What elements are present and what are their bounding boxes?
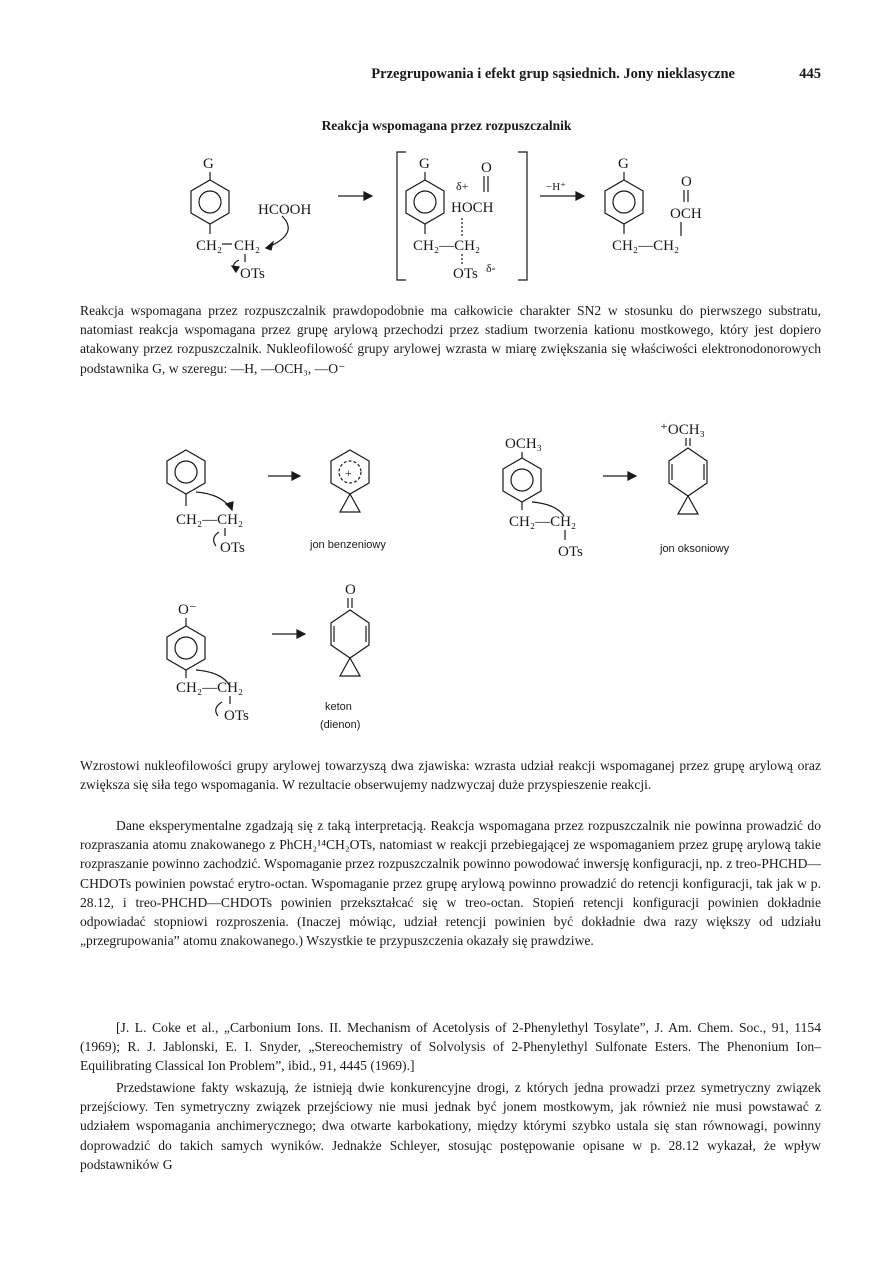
s2a-benzene-ring xyxy=(167,450,205,494)
s1-ts-hoch: HOCH xyxy=(451,200,494,216)
s2c-dienone-ring xyxy=(331,610,369,658)
s1-ts-ots: OTs xyxy=(453,266,478,282)
s1-minus-h: −H⁺ xyxy=(546,181,566,193)
s2c-o: O xyxy=(345,582,356,598)
scheme-solvent-assisted xyxy=(0,150,893,450)
s2a-ots: OTs xyxy=(220,540,245,556)
paragraph-5: Przedstawione fakty wskazują, że istnieją dwie konkurencyjne drogi, z których jedna prowadzi przez symetryczny związek przejściowy. Ten symetryczny związek przejściowy nie musi jednak być jonem mostkowym, jak również nie musi powstawać z udziałem wspomagania anchimerycznego; dwa otwarte karbokationy, między którymi szybko ustala się stan równowagi, powinny doprowadzić do takich samych wyników. Jednakże Schleyer, stosując postępowanie opisane w p. 28.12 wykazał, że wpływ podstawników G xyxy=(80,1080,821,1172)
s1-reagent-hcooh: HCOOH xyxy=(258,202,312,218)
s1-sub-ots: OTs xyxy=(240,266,265,282)
s1-prod-benzene-ring xyxy=(605,180,643,224)
s2c-o-minus: O⁻ xyxy=(178,602,197,618)
section-title: Reakcja wspomagana przez rozpuszczalnik xyxy=(321,118,572,133)
running-header xyxy=(0,66,821,88)
s2a-chain: CH₂—CH₂ xyxy=(176,512,244,528)
s1-sub-ch2-right: CH₂ xyxy=(234,238,261,254)
s1-ts-chain: CH₂—CH₂ xyxy=(413,238,481,254)
s2c-benzene-ring xyxy=(167,626,205,670)
s1-sub-ch2-left: CH₂ xyxy=(196,238,223,254)
s2b-label: jon oksoniowy xyxy=(660,543,730,555)
paragraph-1: Reakcja wspomagana przez rozpuszczalnik prawdopodobnie ma całkowicie charakter SN2 w stosunku do pierwszego substratu, natomiast reakcja wspomagana przez grupę arylową przechodzi przez stadium tworzenia kationu mostkowego, który jest dopiero atakowany przez rozpuszczalnik. Nukleofilowość grupy arylowej wzrasta w miarę zwiększania się właściwości elektronodonorowych podstawnika G, w szeregu: —H, —OCH₃, —O⁻ xyxy=(80,303,821,376)
s2c-label-dienon: (dienon) xyxy=(320,719,361,731)
s2b-ots: OTs xyxy=(558,544,583,560)
s2b-chain: CH₂—CH₂ xyxy=(509,514,577,530)
s1-bracket-right xyxy=(518,152,527,280)
s1-sub-benzene-ring xyxy=(191,180,229,224)
s2b-benzene-ring xyxy=(503,458,541,502)
s1-prod-o: O xyxy=(681,174,692,190)
paragraph-2: Wzrostowi nukleofilowości grupy arylowej towarzyszą dwa zjawiska: wzrasta udział reakcji wspomaganej przez grupę arylową oraz zwiększa się siła tego wspomagania. W rezultacie obserwujemy nadzwyczaj duże przyspieszenie reakcji. xyxy=(80,758,821,793)
s2b-oxonium-ring xyxy=(669,448,707,496)
s2b-och3: OCH₃ xyxy=(505,436,542,452)
s1-ts-delta-minus: δ- xyxy=(486,261,496,275)
paragraph-references: [J. L. Coke et al., „Carbonium Ions. II. Mechanism of Acetolysis of 2-Phenylethyl Tosylate”, J. Am. Chem. Soc., 91, 1154 (1969); R. J. Jablonski, E. I. Snyder, „Stereochemistry of Solvolysis of 2-Phenylethyl Sulfonate Esters. The Phenonium Ion–Equilibrating Classical Ion Problem”, ibid., 91, 4445 (1969).] xyxy=(80,1020,821,1074)
s1-curved-arrow xyxy=(266,216,288,248)
s2a-plus: + xyxy=(345,466,352,480)
s1-bracket-left xyxy=(397,152,406,280)
s2a-label: jon benzeniowy xyxy=(310,539,386,551)
s2c-label-keton: keton xyxy=(325,701,352,713)
s1-ts-g: G xyxy=(419,156,430,172)
header-title: Przegrupowania i efekt grup sąsiednich. Jony nieklasyczne xyxy=(371,66,735,82)
s1-prod-och: OCH xyxy=(670,206,702,222)
s1-ts-o: O xyxy=(481,160,492,176)
scheme-aryl-assisted xyxy=(0,420,893,760)
s1-ts-benzene-ring xyxy=(406,180,444,224)
page-number: 445 xyxy=(799,66,821,82)
s1-ts-delta-plus: δ+ xyxy=(456,179,469,193)
s1-prod-g: G xyxy=(618,156,629,172)
s2b-och3-plus: ⁺OCH₃ xyxy=(660,422,705,438)
s2c-chain: CH₂—CH₂ xyxy=(176,680,244,696)
s1-sub-g: G xyxy=(203,156,214,172)
paragraph-3: Dane eksperymentalne zgadzają się z taką interpretacją. Reakcja wspomagana przez rozpuszczalnik nie powinna prowadzić do rozpraszania atomu znakowanego z PhCH₂¹⁴CH₂OTs, natomiast w reakcji przebiegającej ze wspomaganiem przez grupę arylową takie rozpraszanie powinno zachodzić. Wspomaganie przez rozpuszczalnik powinno powodować inwersję konfiguracji, np. z treo-PHCHD—CHDOTs powinien powstać erytro-octan. Wspomaganie przez grupę arylową powinno prowadzić do retencji konfiguracji, tak jak w p. 28.12, i treo-PHCHD—CHDOTs powinien przekształcać się w treo-octan. Stopień retencji konfiguracji powinien dokładnie odpowiadać stopniowi rozproszenia. (Inaczej mówiąc, udział retencji powinien być dokładnie dwa razy większy od udziału „przegrupowania” atomu znakowanego.) Wszystkie te przypuszczenia okazały się prawdziwe. xyxy=(80,818,821,949)
s2c-ots: OTs xyxy=(224,708,249,724)
s1-prod-chain: CH₂—CH₂ xyxy=(612,238,680,254)
